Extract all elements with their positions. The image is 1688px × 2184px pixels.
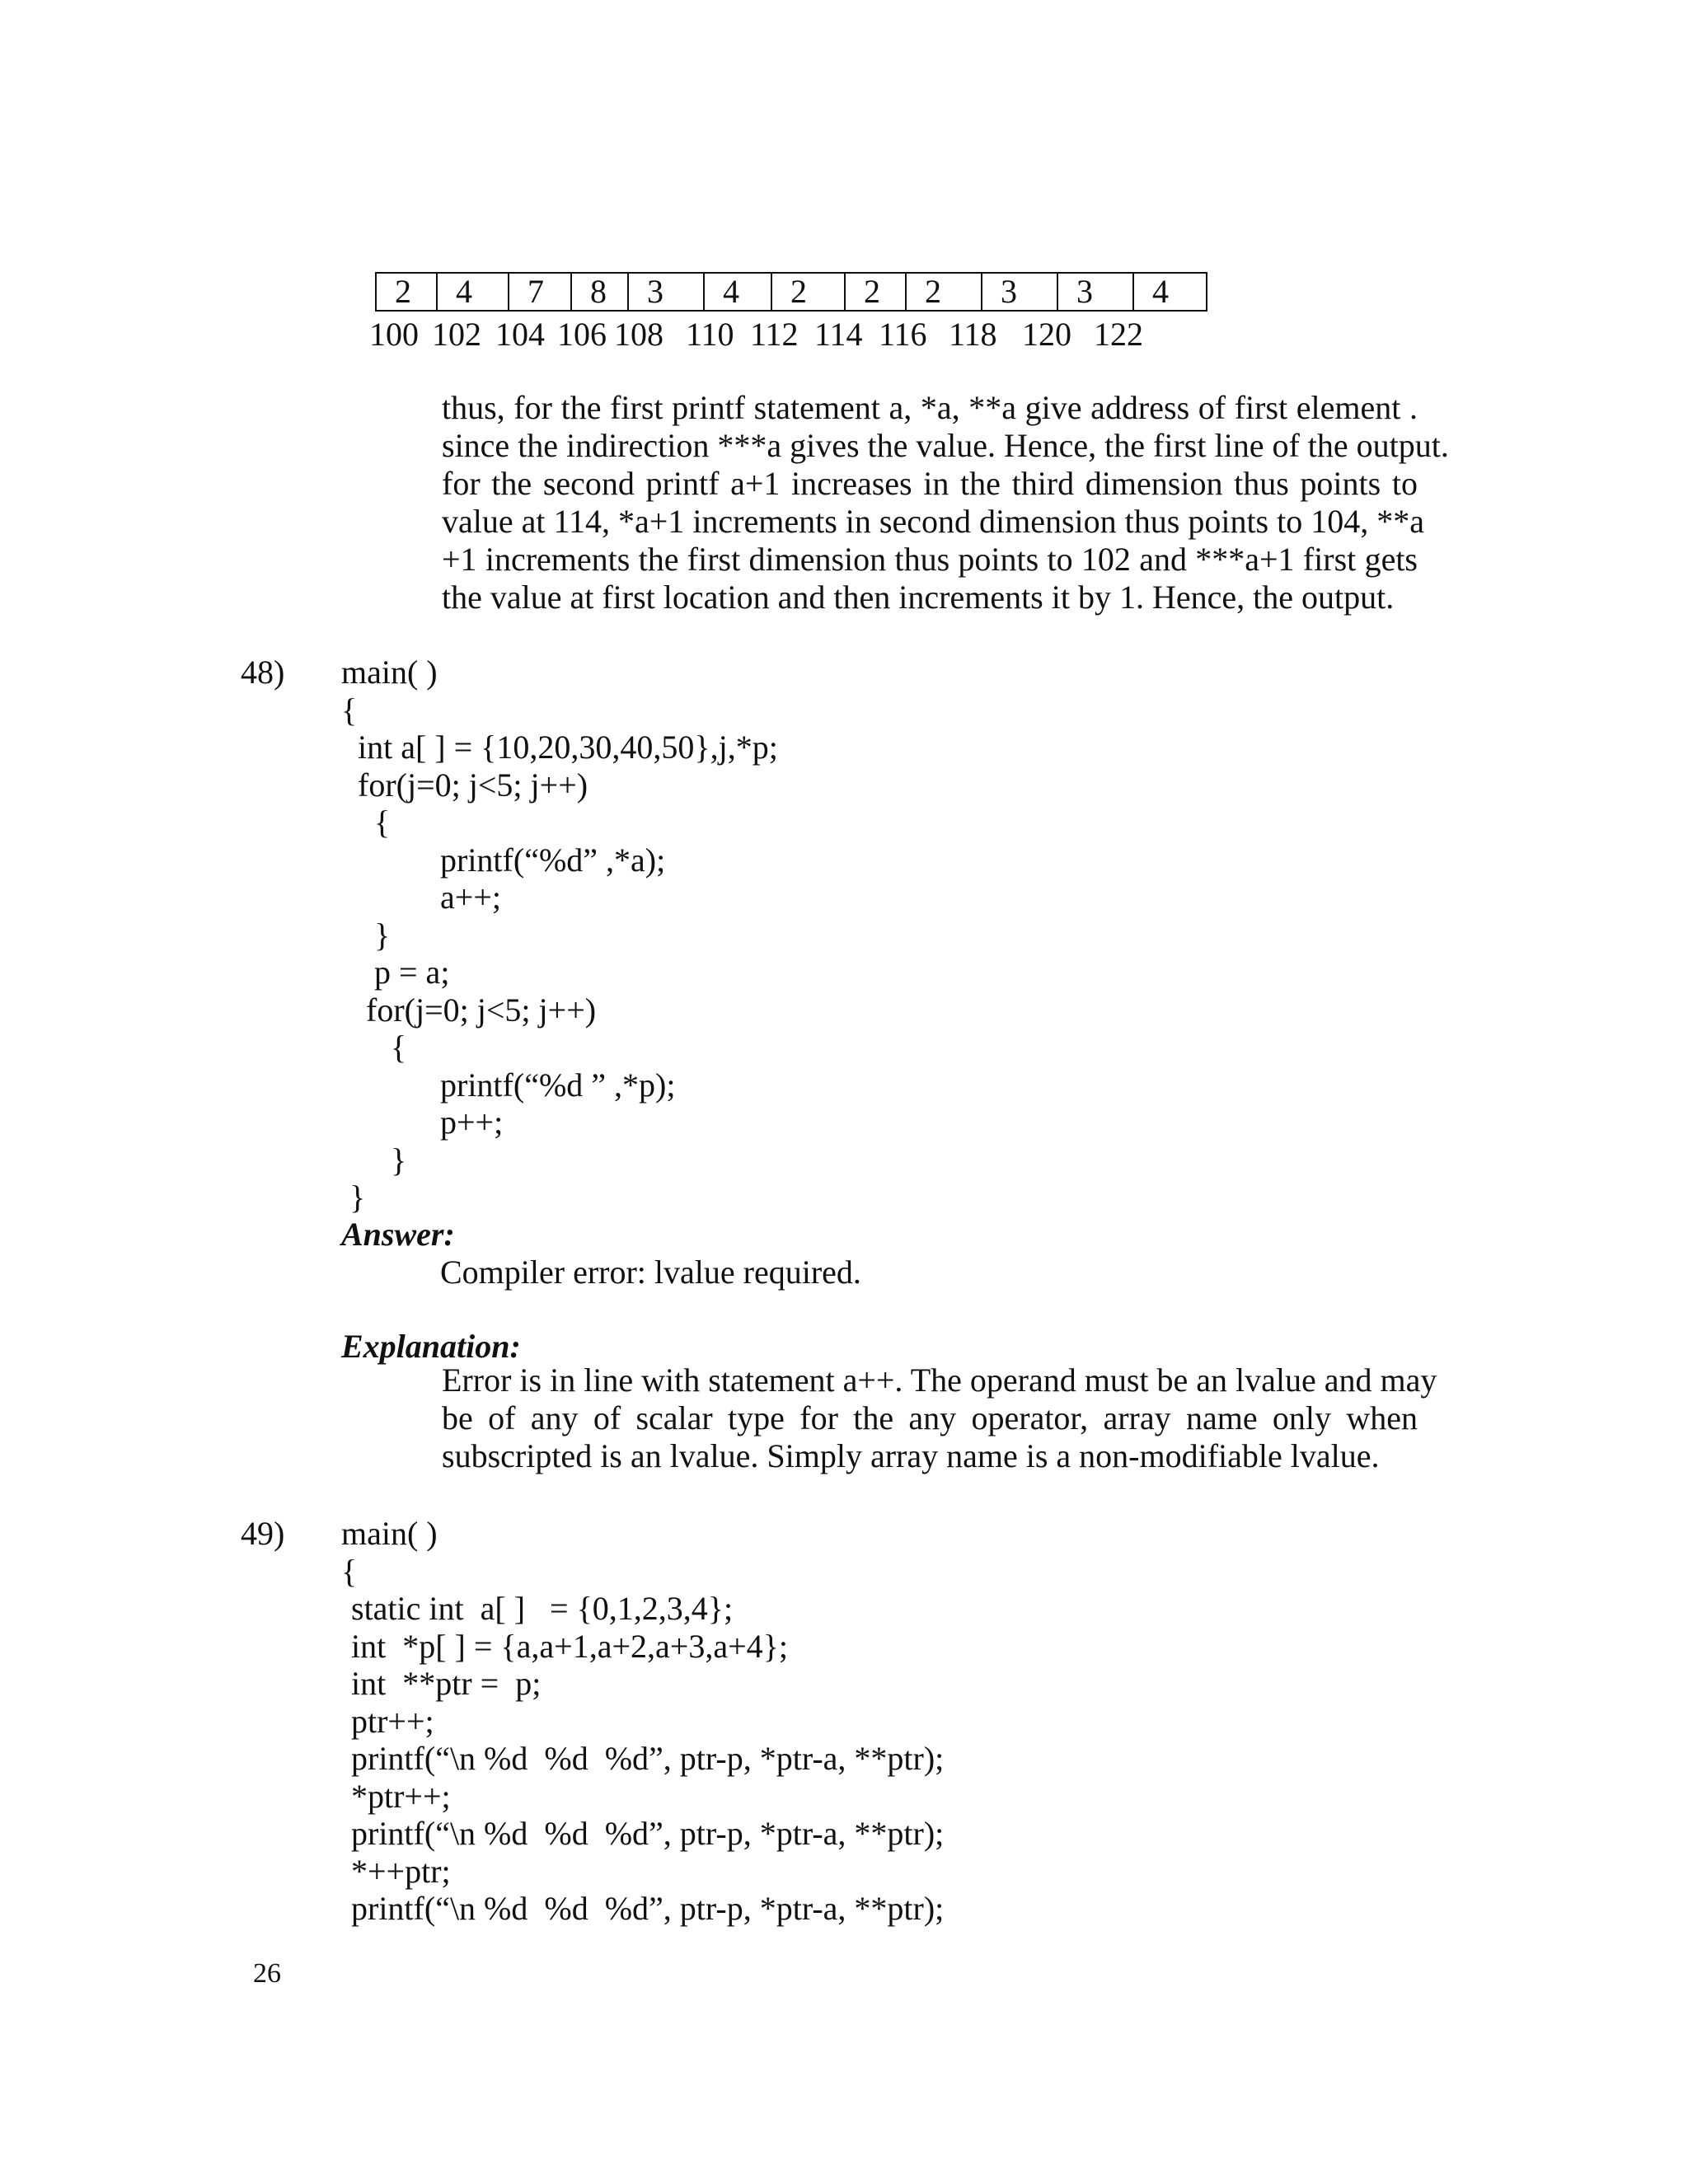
address-label: 116: [879, 316, 927, 353]
paragraph-line: since the indirection ***a gives the value. Hence, the first line of the output.: [442, 427, 1449, 464]
memory-cell: 2: [376, 273, 437, 311]
question-number: 49): [241, 1515, 285, 1552]
address-label: 122: [1094, 316, 1143, 353]
code-line: a++;: [440, 879, 501, 916]
code-line: {: [374, 804, 391, 841]
code-line: p = a;: [374, 954, 450, 991]
address-label: 110: [686, 316, 734, 353]
code-line: {: [341, 1553, 358, 1590]
memory-cell: 4: [704, 273, 771, 311]
address-label: 112: [750, 316, 799, 353]
code-line: }: [391, 1141, 407, 1179]
paragraph-line: subscripted is an lvalue. Simply array name is a non-modifiable lvalue.: [442, 1437, 1380, 1474]
code-line: {: [391, 1029, 407, 1066]
address-label: 108: [614, 316, 663, 353]
memory-cell: 4: [1133, 273, 1207, 311]
memory-cell: 3: [628, 273, 704, 311]
code-line: main( ): [341, 654, 438, 691]
memory-cell: 2: [906, 273, 982, 311]
page-number: 26: [253, 1958, 281, 1989]
address-label: 100: [369, 316, 419, 353]
code-line: int *p[ ] = {a,a+1,a+2,a+3,a+4};: [351, 1628, 788, 1665]
paragraph-line: for the second printf a+1 increases in the third dimension thus points to: [442, 465, 1418, 502]
paragraph-line: thus, for the first printf statement a, *a, **a give address of first element .: [442, 389, 1418, 426]
code-line: printf(“%d” ,*a);: [440, 841, 666, 879]
address-label: 118: [949, 316, 997, 353]
intro-paragraph: [442, 389, 1449, 616]
memory-cell: 4: [437, 273, 509, 311]
address-label: 102: [432, 316, 481, 353]
memory-layout-table: [375, 272, 1207, 312]
code-line: *++ptr;: [351, 1853, 451, 1890]
paragraph-line: be of any of scalar type for the any operator, array name only when: [442, 1399, 1418, 1436]
paragraph-line: Error is in line with statement a++. The operand must be an lvalue and may: [442, 1361, 1437, 1399]
code-line: printf(“%d ” ,*p);: [440, 1066, 676, 1104]
address-label: 114: [814, 316, 863, 353]
memory-values-row: [376, 273, 1207, 311]
code-line: printf(“\n %d %d %d”, ptr-p, *ptr-a, **ptr);: [351, 1815, 945, 1852]
code-line: int a[ ] = {10,20,30,40,50},j,*p;: [358, 729, 778, 766]
code-line: for(j=0; j<5; j++): [366, 991, 597, 1029]
code-line: }: [349, 1179, 366, 1216]
memory-cell: 8: [571, 273, 628, 311]
code-line: ptr++;: [351, 1703, 434, 1740]
address-label: 120: [1022, 316, 1071, 353]
paragraph-line: the value at first location and then increments it by 1. Hence, the output.: [442, 579, 1395, 616]
address-label: 106: [557, 316, 607, 353]
explanation-paragraph: [442, 1361, 1437, 1475]
address-label: 104: [495, 316, 545, 353]
memory-cell: 3: [1057, 273, 1133, 311]
answer-heading: Answer:: [341, 1216, 455, 1253]
memory-cell: 2: [845, 273, 906, 311]
code-line: printf(“\n %d %d %d”, ptr-p, *ptr-a, **ptr);: [351, 1890, 945, 1927]
code-line: *ptr++;: [351, 1778, 451, 1815]
memory-cell: 7: [509, 273, 571, 311]
code-line: p++;: [440, 1104, 504, 1141]
question-number: 48): [241, 654, 285, 691]
code-line: for(j=0; j<5; j++): [358, 766, 588, 804]
paragraph-line: +1 increments the first dimension thus points to 102 and ***a+1 first gets: [442, 541, 1418, 578]
memory-cell: 2: [771, 273, 845, 311]
code-line: int **ptr = p;: [351, 1665, 542, 1702]
code-line: static int a[ ] = {0,1,2,3,4};: [351, 1590, 734, 1627]
memory-cell: 3: [982, 273, 1057, 311]
code-line: {: [341, 691, 358, 729]
answer-text: Compiler error: lvalue required.: [440, 1254, 861, 1291]
code-line: }: [374, 916, 391, 954]
paragraph-line: value at 114, *a+1 increments in second dimension thus points to 104, **a: [442, 503, 1424, 540]
code-line: main( ): [341, 1515, 438, 1552]
code-line: printf(“\n %d %d %d”, ptr-p, *ptr-a, **ptr);: [351, 1740, 945, 1777]
explanation-heading: Explanation:: [341, 1328, 521, 1365]
